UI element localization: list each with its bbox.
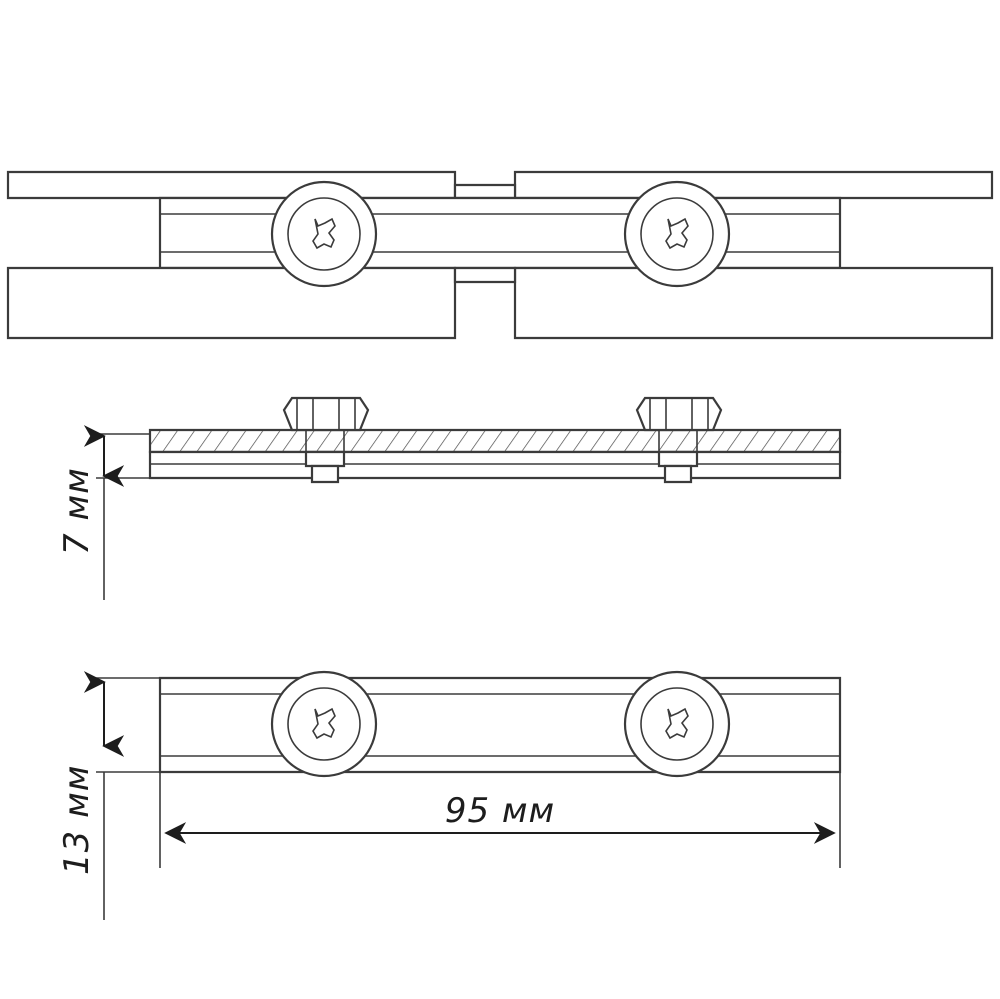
dimension-7mm [57,434,150,600]
top-view-lower-left-plate [8,268,455,338]
dimension-label-13mm: 13 мм [57,764,97,875]
view-top [8,172,992,338]
screw-nut-side [306,452,344,466]
top-view-upper-right-plate [515,172,992,198]
top-view-screw-left [272,182,376,286]
section-hatch-fill [150,430,840,452]
top-view-lower-right-plate [515,268,992,338]
view-front [57,672,840,920]
dimension-95mm [160,772,840,868]
screw-thread-end-side [312,466,338,482]
front-view-screw-left [272,672,376,776]
dimension-label-95mm: 95 мм [444,791,556,831]
top-view-upper-tab [455,185,515,198]
top-view-upper-left-plate [8,172,455,198]
screw-thread-end-side [665,466,691,482]
top-view-center-bar [160,198,840,268]
top-view-screw-right [625,182,729,286]
section-lower-body [150,452,840,478]
view-side-section [57,398,840,600]
dimension-label-7mm: 7 мм [57,467,97,555]
screw-nut-side [659,452,697,466]
front-view-body [160,678,840,772]
dimension-13mm [57,678,160,920]
top-view-lower-tab [455,268,515,282]
front-view-screw-right [625,672,729,776]
